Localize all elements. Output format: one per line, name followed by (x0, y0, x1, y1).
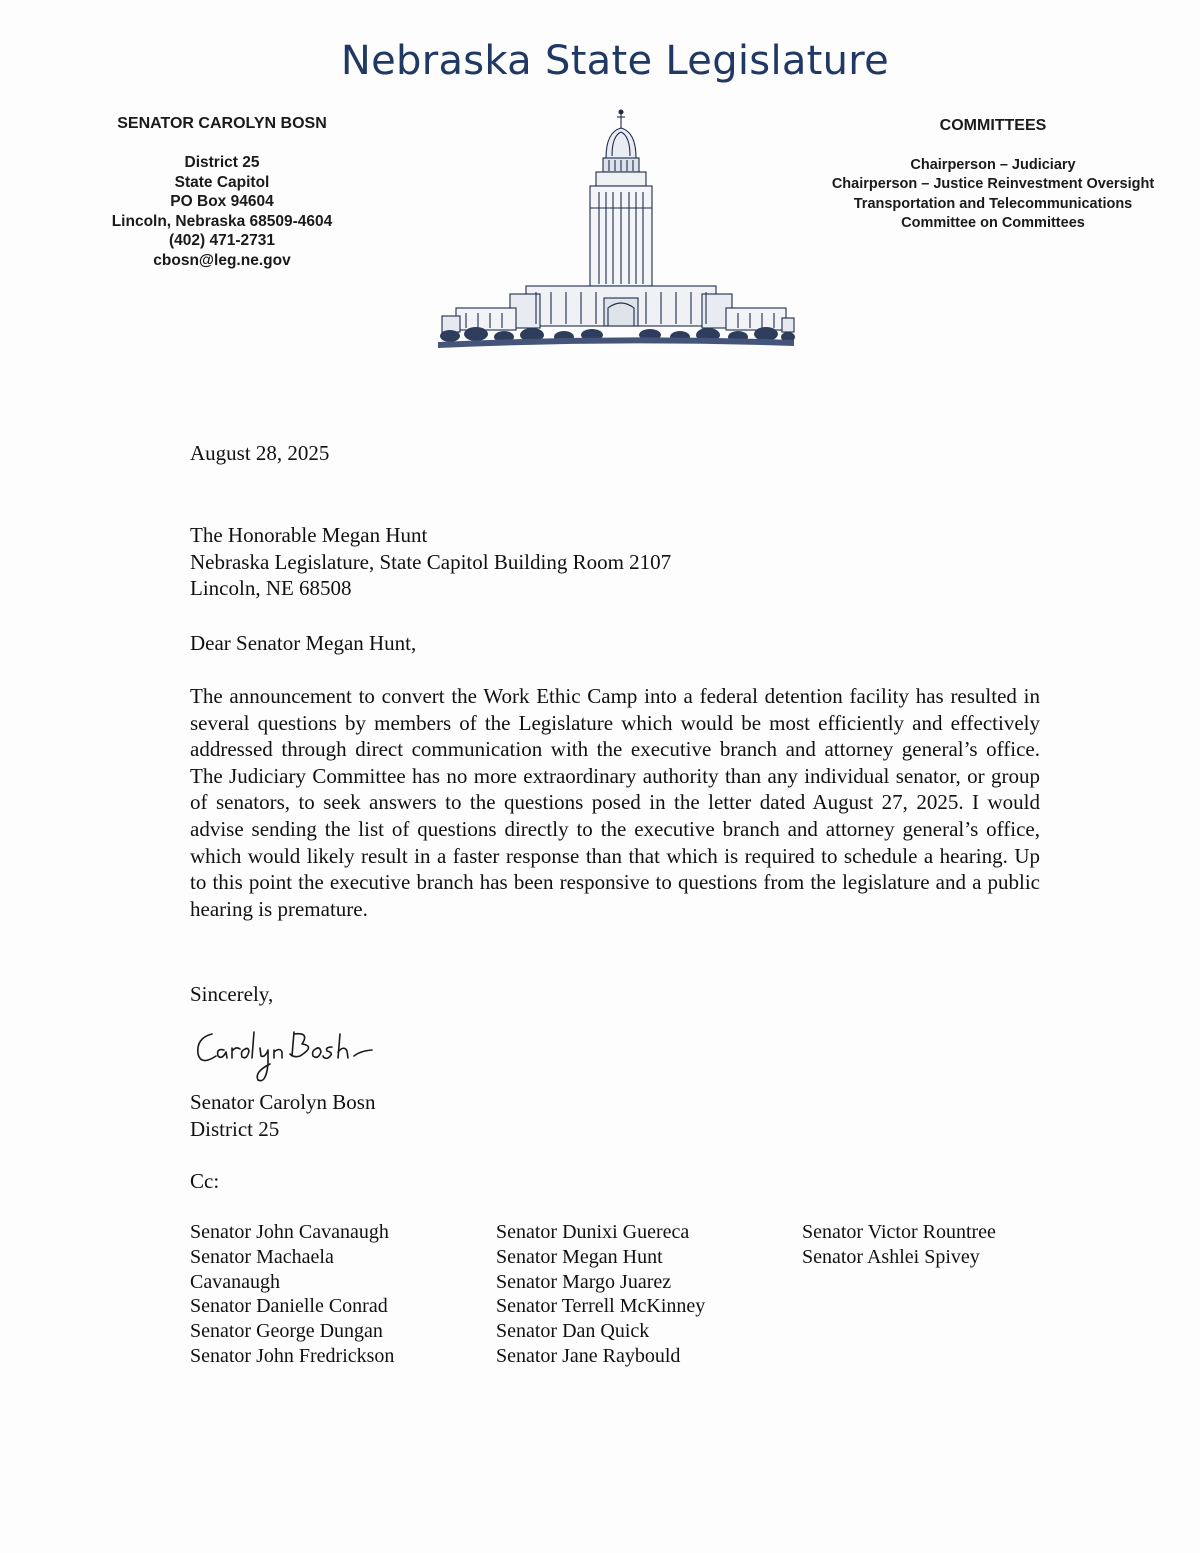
letter-date: August 28, 2025 (190, 441, 330, 465)
senator-phone: (402) 471-2731 (169, 232, 275, 250)
cc-recipient: Senator Dunixi Guereca (496, 1221, 690, 1243)
senator-email: cbosn@leg.ne.gov (153, 251, 291, 269)
recipient-address (190, 522, 1040, 602)
legislature-title: Nebraska State Legislature (340, 38, 890, 84)
cc-recipient: Senator Dan Quick (496, 1320, 650, 1343)
committee-item: Transportation and Telecommunications (853, 195, 1133, 212)
signer-name: Senator Carolyn Bosn (190, 1090, 376, 1114)
cc-recipient: Senator Margo Juarez (496, 1270, 672, 1293)
senator-district: District 25 (184, 154, 260, 171)
cc-recipient: Senator George Dungan (190, 1320, 383, 1343)
cc-column-2 (496, 1220, 766, 1369)
closing: Sincerely, (190, 982, 274, 1006)
senator-contact-block (84, 115, 360, 271)
cc-label: Cc: (190, 1169, 220, 1193)
cc-column-3 (802, 1220, 1062, 1270)
signer-block (190, 1089, 1040, 1142)
recipient-name: The Honorable Megan Hunt (190, 523, 428, 547)
signer-district: District 25 (190, 1116, 280, 1141)
cc-recipient: Senator Danielle Conrad (190, 1295, 388, 1318)
committee-item: Committee on Committees (901, 215, 1085, 232)
signature-image (190, 1020, 390, 1092)
cc-recipient: Senator John Fredrickson (190, 1344, 395, 1367)
senator-po-box: PO Box 94604 (170, 193, 274, 211)
senator-name: SENATOR CAROLYN BOSN (117, 115, 327, 132)
letter-body: The announcement to convert the Work Ethic Camp into a federal detention facility has resulted in several questions by members of the Legislature which would be most efficiently and effectively addressed through direct communication with the executive branch and attorney general’s office. The Judiciary Committee has no more extraordinary authority than any individual senator, or group of senators, to seek answers to the questions posed in the letter dated August 27, 2025. I would advise sending the list of questions directly to the executive branch and attorney general’s office, which would likely result in a faster response than that which is required to schedule a hearing. Up to this point the executive branch has been responsive to questions from the legislature and a public hearing is premature. (190, 684, 1040, 921)
senator-building: State Capitol (174, 173, 270, 191)
cc-recipient: Senator Ashlei Spivey (802, 1245, 980, 1268)
cc-column-1 (190, 1220, 425, 1369)
committee-item: Chairperson – Judiciary (910, 157, 1076, 173)
recipient-city: Lincoln, NE 68508 (190, 576, 352, 601)
salutation: Dear Senator Megan Hunt, (190, 631, 417, 655)
senator-city: Lincoln, Nebraska 68509-4604 (111, 212, 333, 230)
recipient-office: Nebraska Legislature, State Capitol Building Room 2107 (190, 549, 672, 574)
cc-recipient: Senator Machaela Cavanaugh (190, 1245, 334, 1293)
cc-recipient: Senator Jane Raybould (496, 1344, 681, 1367)
cc-recipient: Senator Megan Hunt (496, 1245, 663, 1268)
committees-block (810, 117, 1176, 234)
cc-recipient: Senator Victor Rountree (802, 1221, 996, 1243)
cc-recipient: Senator John Cavanaugh (190, 1221, 389, 1243)
committee-item: Chairperson – Justice Reinvestment Oversight (831, 176, 1155, 193)
committees-heading: COMMITTEES (939, 117, 1047, 134)
cc-recipient: Senator Terrell McKinney (496, 1295, 706, 1318)
capitol-building-icon (436, 108, 796, 358)
